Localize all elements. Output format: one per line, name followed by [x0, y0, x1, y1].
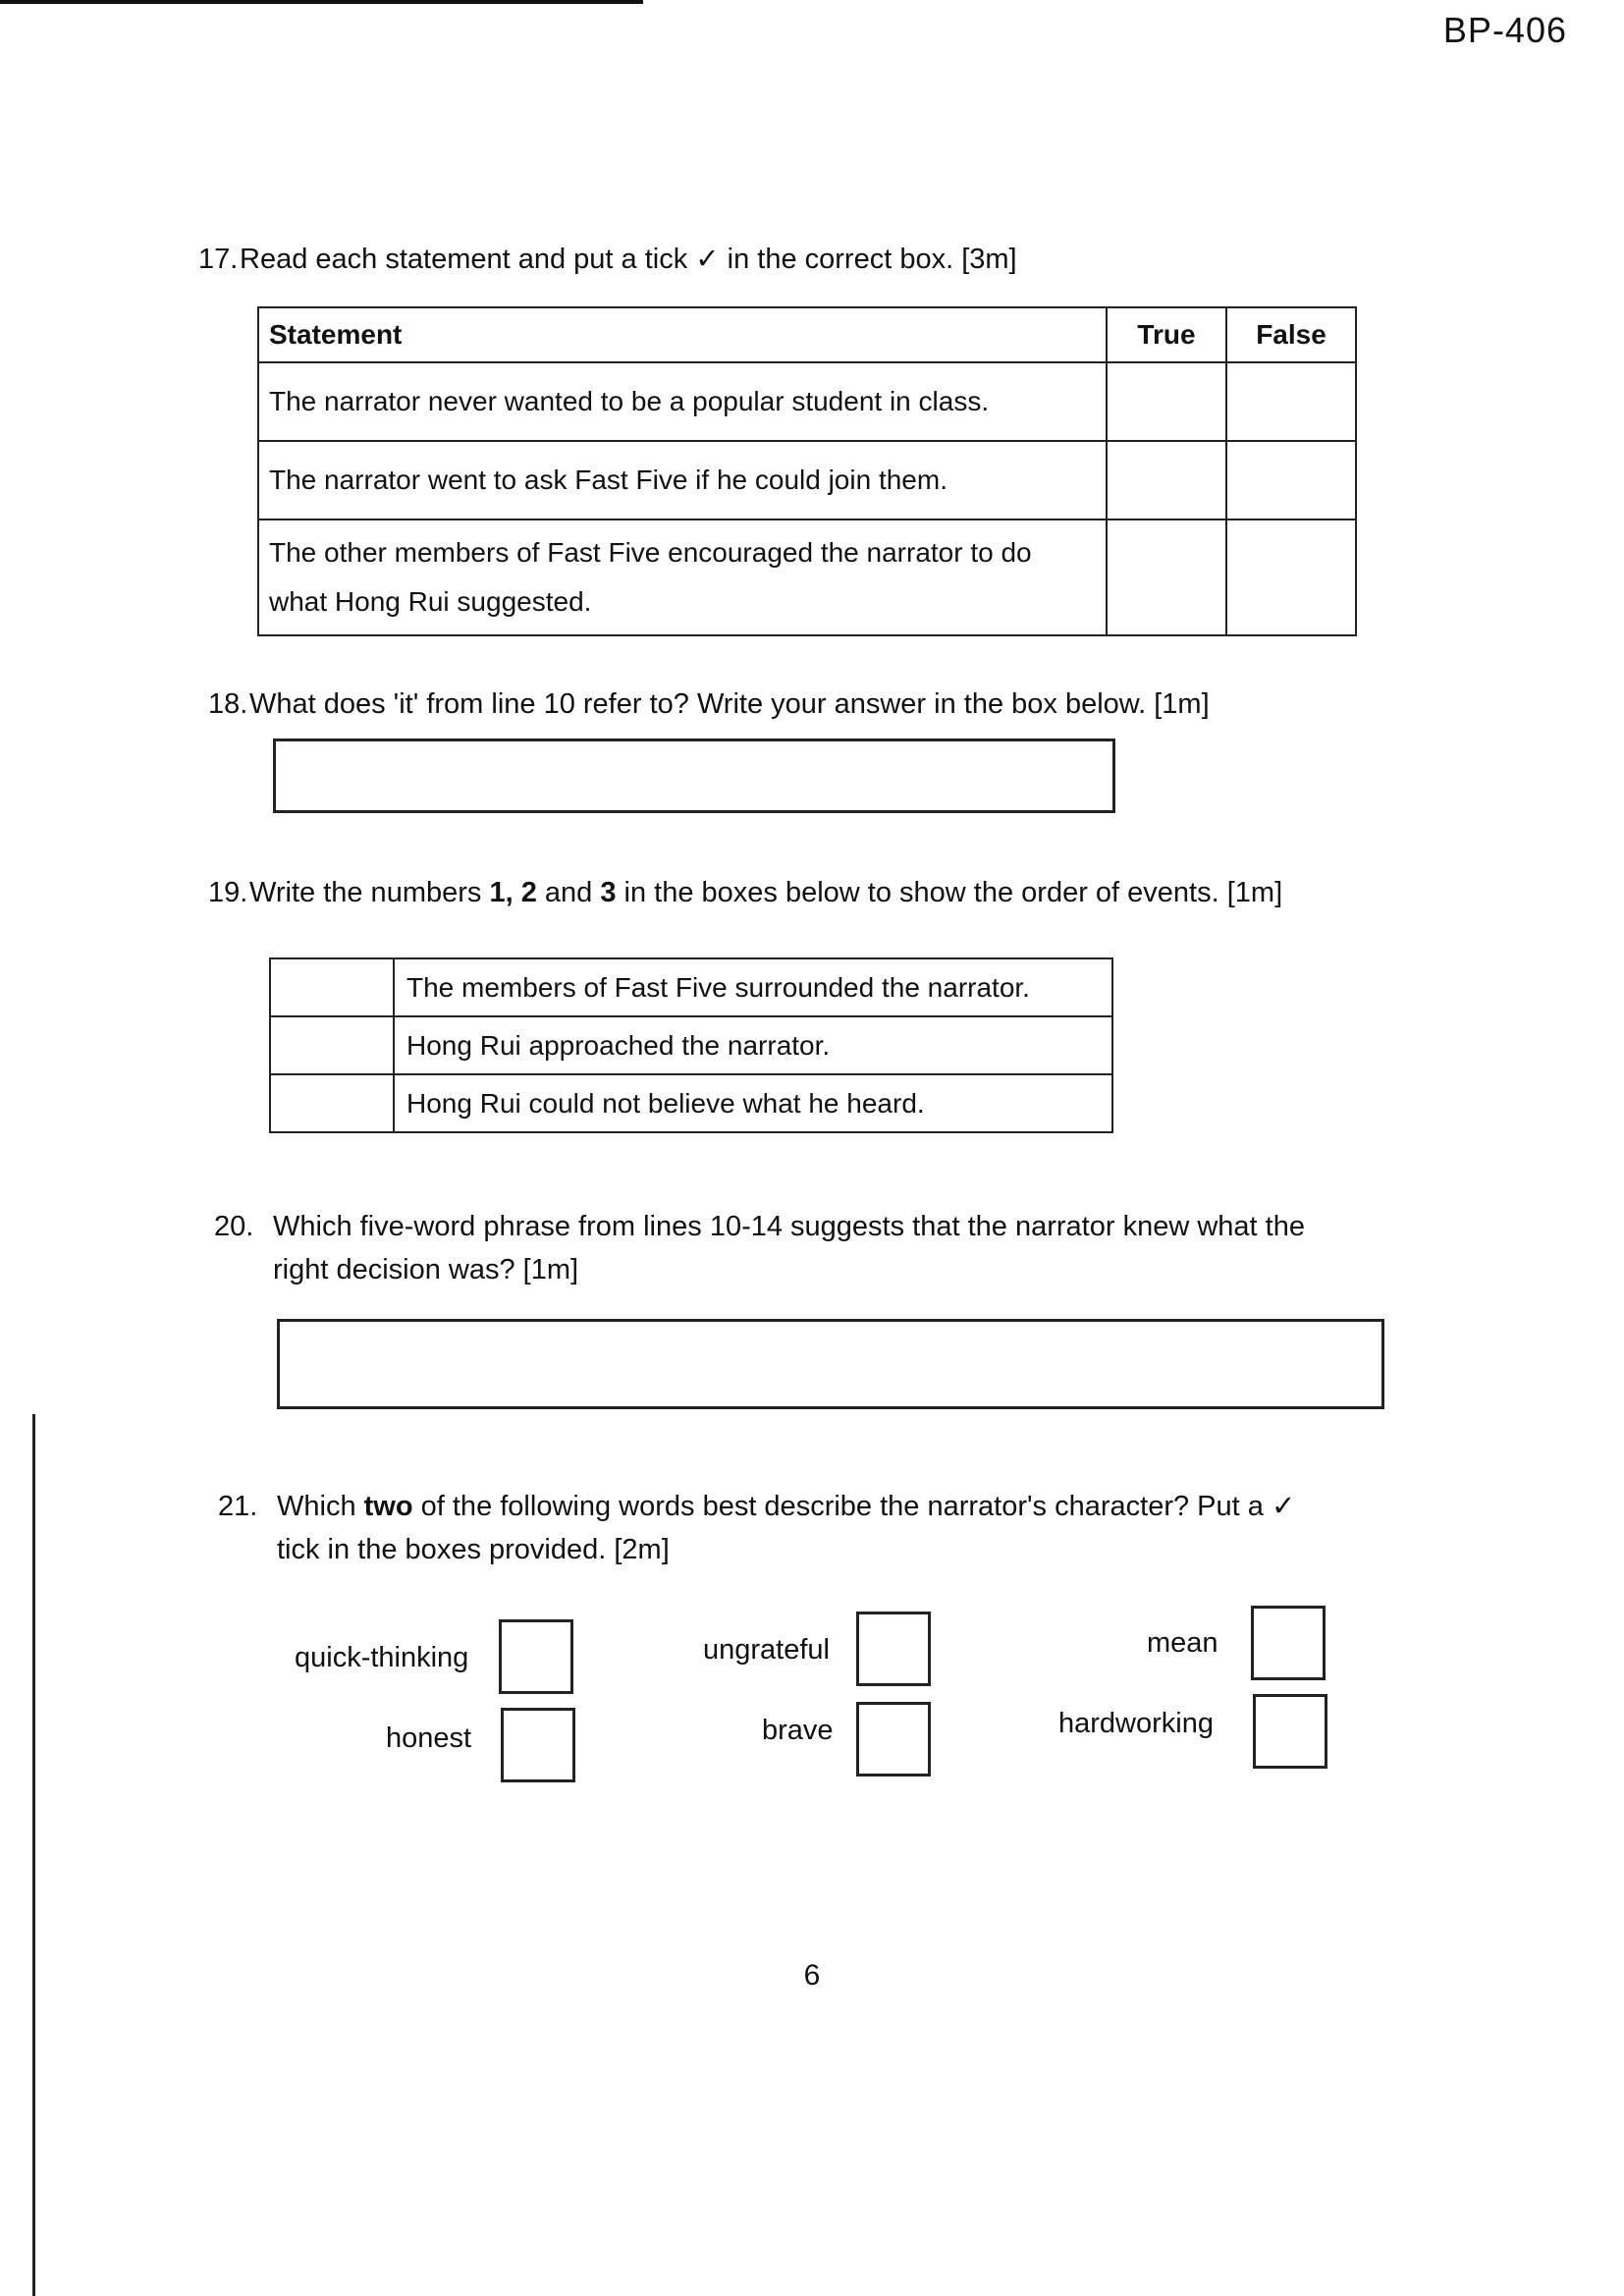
statement-cell: The narrator never wanted to be a popular student in class.	[258, 362, 1107, 441]
page-number: 6	[803, 1959, 821, 1992]
answer-box-18[interactable]	[273, 738, 1115, 813]
event-text: Hong Rui could not believe what he heard.	[394, 1074, 1112, 1132]
question-20	[214, 1205, 1305, 1248]
false-answer-cell[interactable]	[1226, 441, 1356, 519]
table-row	[270, 1074, 1112, 1132]
word-label: hardworking	[1058, 1708, 1214, 1739]
statement-cell: The other members of Fast Five encouraged the narrator to do what Hong Rui suggested.	[258, 519, 1107, 635]
event-text: Hong Rui approached the narrator.	[394, 1016, 1112, 1074]
table-row	[258, 362, 1356, 441]
question-number: 19.	[208, 877, 248, 908]
table-row	[258, 519, 1356, 635]
top-rule	[0, 0, 643, 4]
table-row	[258, 441, 1356, 519]
word-label: honest	[386, 1722, 472, 1754]
table-row	[270, 958, 1112, 1016]
tick-box[interactable]	[856, 1702, 931, 1777]
tick-box[interactable]	[501, 1708, 575, 1782]
false-answer-cell[interactable]	[1226, 519, 1356, 635]
question-number: 20.	[214, 1211, 254, 1242]
table-row	[270, 1016, 1112, 1074]
true-answer-cell[interactable]	[1107, 441, 1226, 519]
true-answer-cell[interactable]	[1107, 362, 1226, 441]
false-answer-cell[interactable]	[1226, 362, 1356, 441]
order-number-box[interactable]	[270, 1074, 394, 1132]
tick-box[interactable]	[1253, 1694, 1327, 1769]
statement-cell: The narrator went to ask Fast Five if he could join them.	[258, 441, 1107, 519]
question-17	[198, 238, 1017, 281]
true-answer-cell[interactable]	[1107, 519, 1226, 635]
word-label: ungrateful	[703, 1634, 830, 1666]
answer-box-20[interactable]	[277, 1319, 1384, 1409]
question-21-line2: tick in the boxes provided. [2m]	[277, 1534, 670, 1565]
paper-code: BP-406	[1442, 10, 1567, 50]
order-number-box[interactable]	[270, 958, 394, 1016]
question-text: Read each statement and put a tick ✓ in the correct box. [3m]	[240, 244, 1017, 275]
event-text: The members of Fast Five surrounded the narrator.	[394, 958, 1112, 1016]
order-of-events-table	[269, 957, 1113, 1133]
order-number-box[interactable]	[270, 1016, 394, 1074]
question-number: 18.	[208, 688, 248, 720]
word-label: mean	[1147, 1627, 1218, 1659]
tick-box[interactable]	[1251, 1606, 1326, 1680]
question-number: 21.	[218, 1491, 258, 1522]
true-header: True	[1107, 307, 1226, 362]
table-header-row	[258, 307, 1356, 362]
true-false-table	[257, 306, 1357, 636]
question-21: 21. Which two of the following words best describe the narrator's character? Put a ✓	[218, 1485, 1295, 1528]
question-number: 17.	[198, 244, 239, 275]
false-header: False	[1226, 307, 1356, 362]
statement-header: Statement	[258, 307, 1107, 362]
question-text-line1: Which five-word phrase from lines 10-14 suggests that the narrator knew what the	[273, 1211, 1305, 1242]
question-18	[208, 683, 1210, 726]
word-label: brave	[762, 1715, 834, 1746]
tick-box[interactable]	[856, 1612, 931, 1686]
left-margin-rule	[32, 1414, 35, 2296]
tick-box[interactable]	[499, 1619, 573, 1694]
question-19: 19.Write the numbers 1, 2 and 3 in the boxes below to show the order of events. [1m]	[208, 871, 1282, 914]
question-20-line2: right decision was? [1m]	[273, 1254, 579, 1285]
word-label: quick-thinking	[295, 1642, 469, 1673]
question-text: What does 'it' from line 10 refer to? Write your answer in the box below. [1m]	[249, 688, 1210, 720]
